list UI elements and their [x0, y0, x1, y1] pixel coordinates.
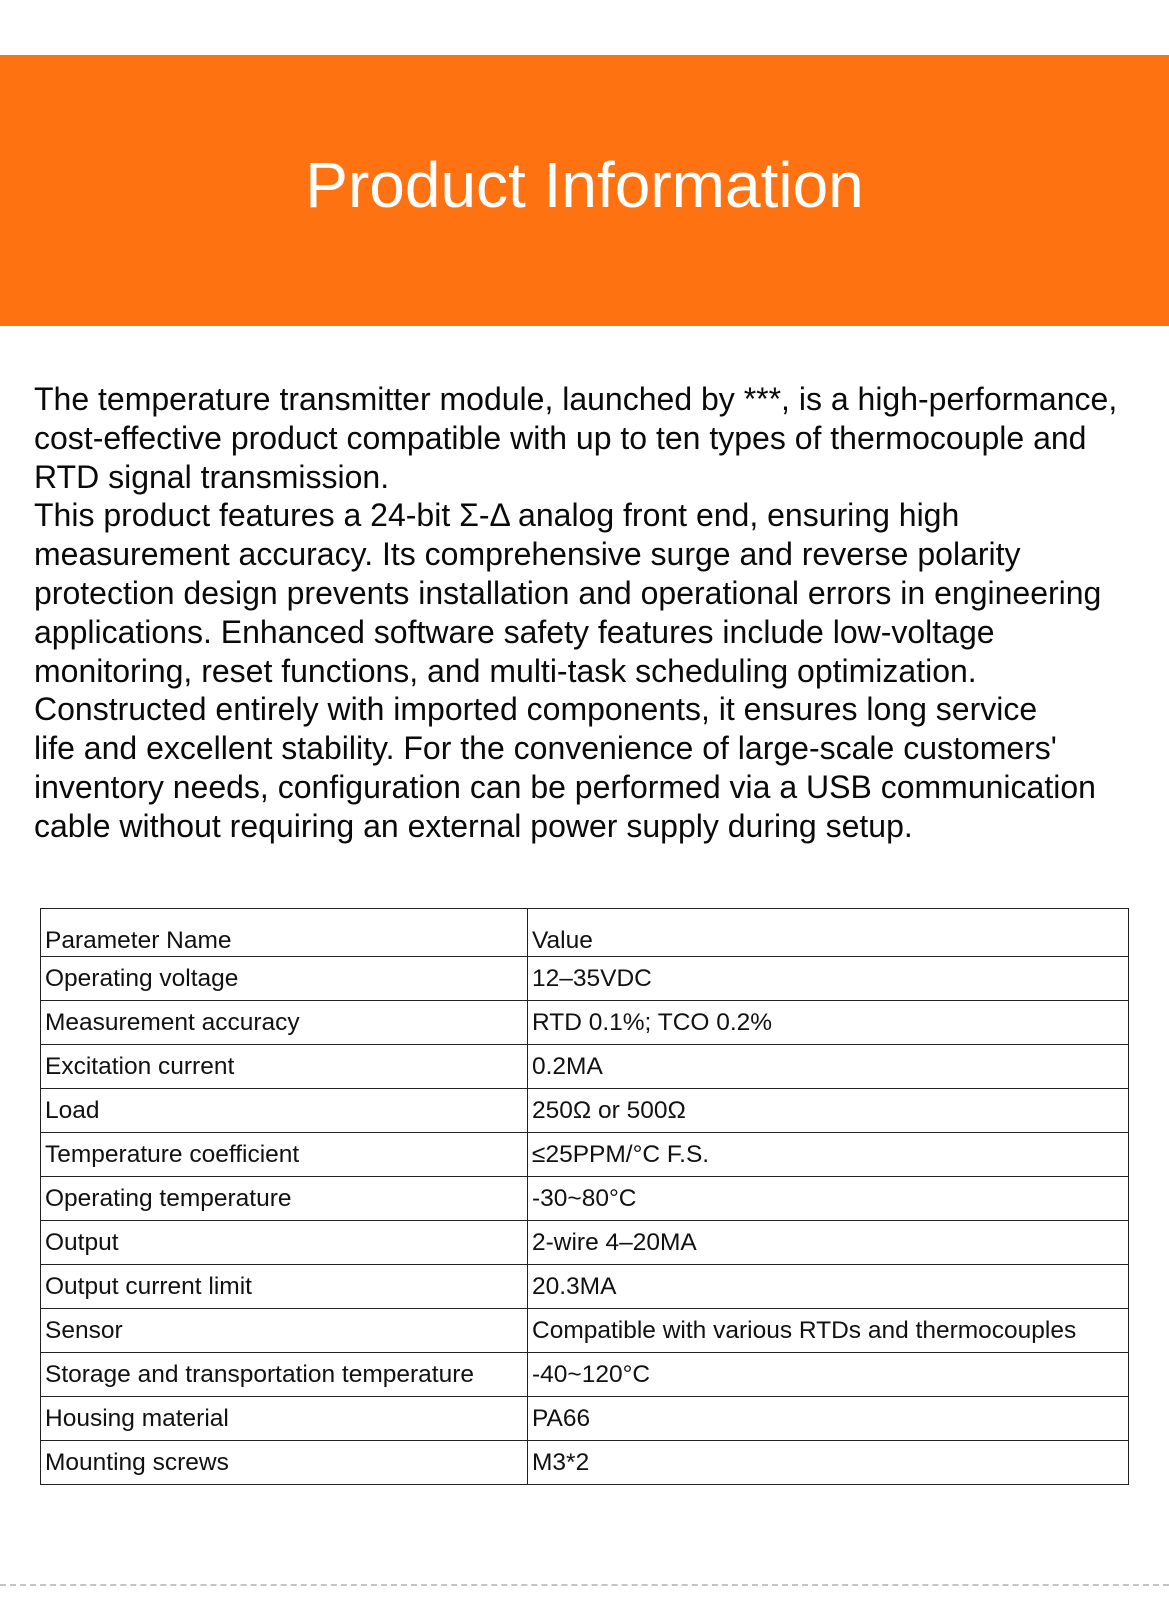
table-header-row: [41, 909, 1129, 957]
table-row: [41, 1089, 1129, 1133]
page-title: Product Information: [305, 149, 864, 221]
table-row: [41, 1221, 1129, 1265]
parameter-name-cell: Operating temperature: [41, 1177, 528, 1221]
parameter-value-cell: 12–35VDC: [528, 957, 1129, 1001]
description-paragraph: This product features a 24-bit Σ-Δ analog front end, ensuring high measurement accuracy. Its comprehensive surge and reverse polarity protection design prevents installation and operational errors in engineering applications. Enhanced software safety features include low-voltage monitoring, reset functions, and multi-task scheduling optimization. Constructed entirely with imported components, it ensures long service life and excellent stability. For the convenience of large-scale customers' inventory needs, configuration can be performed via a USB communication cable without requiring an external power supply during setup.: [34, 497, 1102, 844]
specifications-table: [40, 908, 1129, 1485]
table-header-cell: Parameter Name: [41, 909, 528, 957]
parameter-name-cell: Temperature coefficient: [41, 1133, 528, 1177]
parameter-name-cell: Mounting screws: [41, 1441, 528, 1485]
description-paragraph: The temperature transmitter module, launched by ***, is a high-performance, cost-effective product compatible with up to ten types of thermocouple and RTD signal transmission.: [34, 381, 1118, 495]
parameter-value-cell: PA66: [528, 1397, 1129, 1441]
parameter-value-cell: 0.2MA: [528, 1045, 1129, 1089]
parameter-value-cell: RTD 0.1%; TCO 0.2%: [528, 1001, 1129, 1045]
table-row: [41, 1309, 1129, 1353]
parameter-value-cell: 20.3MA: [528, 1265, 1129, 1309]
parameter-value-cell: M3*2: [528, 1441, 1129, 1485]
parameter-value-cell: 2-wire 4–20MA: [528, 1221, 1129, 1265]
product-description: [34, 380, 1154, 846]
parameter-name-cell: Excitation current: [41, 1045, 528, 1089]
table-row: [41, 1441, 1129, 1485]
table-header-cell: Value: [528, 909, 1129, 957]
parameter-name-cell: Storage and transportation temperature: [41, 1353, 528, 1397]
parameter-value-cell: ≤25PPM/°C F.S.: [528, 1133, 1129, 1177]
table-row: [41, 957, 1129, 1001]
table-row: [41, 1177, 1129, 1221]
parameter-name-cell: Measurement accuracy: [41, 1001, 528, 1045]
parameter-name-cell: Housing material: [41, 1397, 528, 1441]
parameter-value-cell: 250Ω or 500Ω: [528, 1089, 1129, 1133]
table-row: [41, 1133, 1129, 1177]
table-row: [41, 1353, 1129, 1397]
parameter-value-cell: Compatible with various RTDs and thermocouples: [528, 1309, 1129, 1353]
table-row: [41, 1397, 1129, 1441]
table-row: [41, 1045, 1129, 1089]
parameter-value-cell: -40~120°C: [528, 1353, 1129, 1397]
table-row: [41, 1001, 1129, 1045]
parameter-name-cell: Load: [41, 1089, 528, 1133]
dashed-divider: [0, 1584, 1169, 1586]
parameter-name-cell: Output current limit: [41, 1265, 528, 1309]
parameter-name-cell: Sensor: [41, 1309, 528, 1353]
table-row: [41, 1265, 1129, 1309]
parameter-name-cell: Operating voltage: [41, 957, 528, 1001]
parameter-name-cell: Output: [41, 1221, 528, 1265]
parameter-value-cell: -30~80°C: [528, 1177, 1129, 1221]
